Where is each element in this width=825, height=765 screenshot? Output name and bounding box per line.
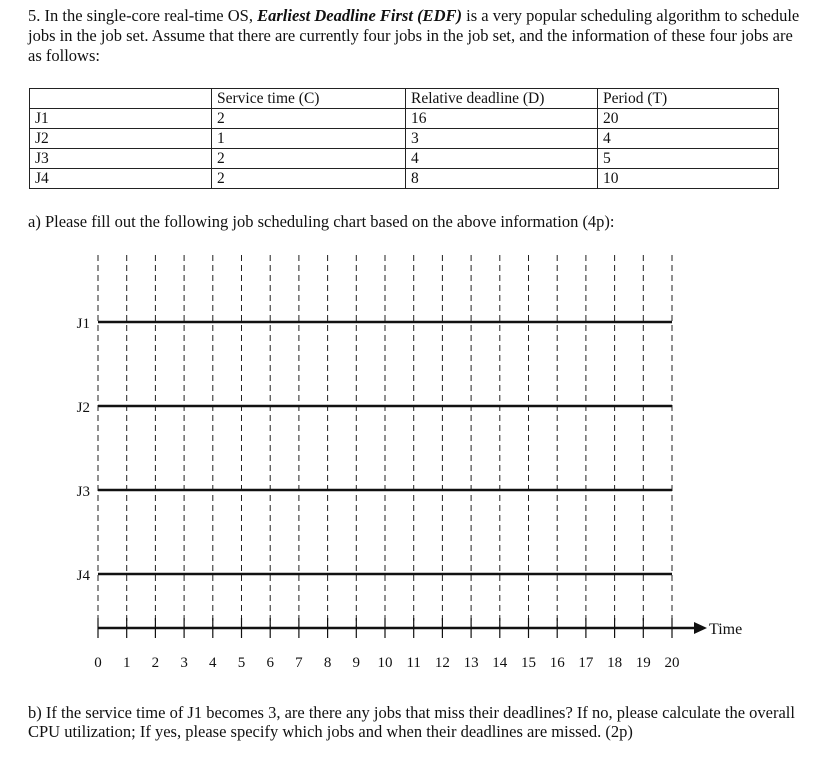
row-label-j4: J4 [76,568,90,584]
time-tick-label: 16 [549,655,565,671]
time-tick-label: 12 [434,655,450,671]
time-tick-label: 15 [521,655,536,671]
period: 5 [598,149,779,169]
time-tick-label: 14 [492,655,508,671]
question-number: 5. In the single-core real-time OS, [28,6,258,25]
row-label-j1: J1 [76,316,90,332]
time-tick-label: 13 [463,655,479,671]
time-tick-label: 6 [266,655,274,671]
period: 20 [598,109,779,129]
time-tick-label: 11 [406,655,421,671]
time-axis-label: Time [709,621,743,638]
time-tick-label: 18 [607,655,623,671]
header-relative-deadline: Relative deadline (D) [406,89,598,109]
time-tick-label: 3 [180,655,188,671]
part-b-prompt: b) If the service time of J1 becomes 3, are there any jobs that miss their deadlines? If no, please calculate the overall CPU utilization; If yes, please specify which jobs and when their deadlines are missed. (2p) [28,703,795,741]
time-tick-label: 20 [664,655,680,671]
relative-deadline: 8 [406,169,598,189]
header-service-time: Service time (C) [212,89,406,109]
row-label-j3: J3 [76,484,90,500]
part-a-prompt: a) Please fill out the following job scheduling chart based on the above information (4p): [28,212,615,231]
header-period: Period (T) [598,89,779,109]
time-tick-label: 17 [578,655,594,671]
service-time: 2 [212,169,406,189]
time-tick-label: 9 [352,655,361,671]
time-tick-label: 7 [295,655,303,671]
job-name: J3 [30,149,212,169]
edf-emphasis: Earliest Deadline First (EDF) [257,6,462,25]
time-tick-label: 10 [377,655,393,671]
relative-deadline: 16 [406,109,598,129]
time-tick-label: 5 [237,655,246,671]
service-time: 1 [212,129,406,149]
period: 10 [598,169,779,189]
job-name: J1 [30,109,212,129]
relative-deadline: 3 [406,129,598,149]
job-name: J2 [30,129,212,149]
time-tick-label: 4 [209,655,217,671]
time-axis-arrow-icon [694,622,707,634]
time-tick-label: 2 [151,655,160,671]
service-time: 2 [212,109,406,129]
time-tick-label: 8 [323,655,332,671]
relative-deadline: 4 [406,149,598,169]
question-intro-rest: is a very popular scheduling algorithm to schedule jobs in the job set. Assume that there are currently four jobs in the job set, and the information of these four jobs are as follows: [28,6,800,65]
time-tick-label: 19 [635,655,651,671]
time-tick-label: 1 [122,655,131,671]
period: 4 [598,129,779,149]
job-name: J4 [30,169,212,189]
service-time: 2 [212,149,406,169]
time-tick-label: 0 [94,655,102,671]
row-label-j2: J2 [76,400,90,416]
